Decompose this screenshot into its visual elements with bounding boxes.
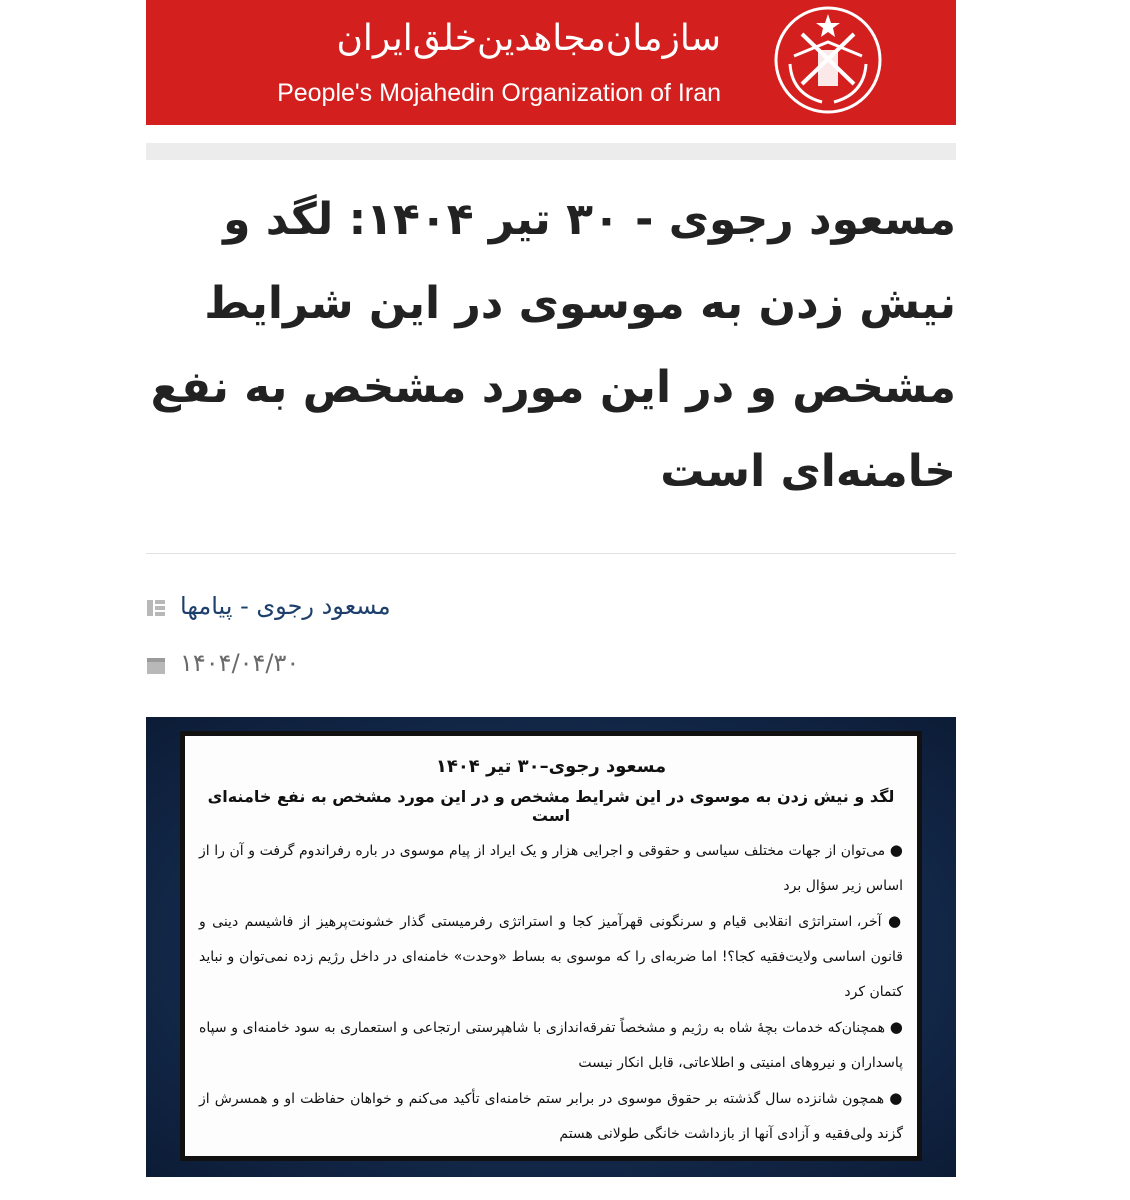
notice-paragraph <box>199 904 903 1010</box>
publish-date: ۱۴۰۴/۰۴/۳۰ <box>180 649 300 677</box>
bullet-icon: ● <box>889 1089 904 1107</box>
article-category[interactable] <box>146 588 956 628</box>
category-link[interactable]: مسعود رجوی - پیامها <box>180 592 391 620</box>
calendar-icon <box>146 655 166 675</box>
title-divider <box>146 553 956 554</box>
bullet-icon: ● <box>889 841 903 859</box>
statement-notice <box>180 731 922 1161</box>
article-image <box>146 717 956 1177</box>
notice-paragraph-text: می‌توان از جهات مختلف سیاسی و حقوقی و اجرایی هزار و یک ایراد از پیام موسوی در باره رفراندوم گرفت و آن را از اساس زیر سؤال برد <box>199 843 903 894</box>
bullet-icon: ● <box>887 912 904 930</box>
category-icon <box>146 598 166 618</box>
site-header[interactable] <box>146 0 956 125</box>
notice-heading: مسعود رجوی–۳۰ تیر ۱۴۰۴ <box>435 756 667 777</box>
article-date <box>146 645 956 685</box>
notice-paragraph-text: آخر، استراتژی انقلابی قیام و سرنگونی قهرآمیز کجا و استراتژی رفرمیستی گذار خشونت‌پرهیز از فاشیسم دینی و قانون اساسی ولایت‌فقیه کجا؟! اما ضربه‌ای را که موسوی به بساط «وحدت» خامنه‌ای در داخل رژیم زده نمی‌توان و نباید کتمان کرد <box>199 914 903 1000</box>
notice-paragraph-text: همچون شانزده سال گذشته بر حقوق موسوی در برابر ستم خامنه‌ای تأکید می‌کنم و خواهان حفاظت او و همسرش از گزند ولی‌فقیه و آزادی آنها از بازداشت خانگی طولانی هستم <box>199 1091 903 1142</box>
notice-paragraph <box>199 1081 903 1152</box>
site-name-persian: سازمان‌مجاهدین‌خلق‌ایران <box>336 18 721 59</box>
notice-subheading: لگد و نیش زدن به موسوی در این شرایط مشخص و در این مورد مشخص به نفع خامنه‌ای است <box>207 787 895 825</box>
pmoi-emblem-icon <box>772 4 884 116</box>
notice-paragraph <box>199 1010 903 1081</box>
header-separator-bar <box>146 143 956 160</box>
notice-paragraph-text: همچنان‌که خدمات بچهٔ شاه به رژیم و مشخصاً تفرقه‌اندازی با شاهپرستی ارتجاعی و استعماری به سود خامنه‌ای و سپاه پاسداران و نیروهای امنیتی و اطلاعاتی، قابل انکار نیست <box>199 1020 903 1071</box>
article-title: مسعود رجوی - ۳۰ تیر ۱۴۰۴: لگد و نیش زدن به موسوی در این شرایط مشخص و در این مورد مشخص به نفع خامنه‌ای است <box>150 194 956 497</box>
site-name-english: People's Mojahedin Organization of Iran <box>277 79 721 107</box>
bullet-icon: ● <box>889 1018 903 1036</box>
notice-paragraph <box>199 833 903 904</box>
